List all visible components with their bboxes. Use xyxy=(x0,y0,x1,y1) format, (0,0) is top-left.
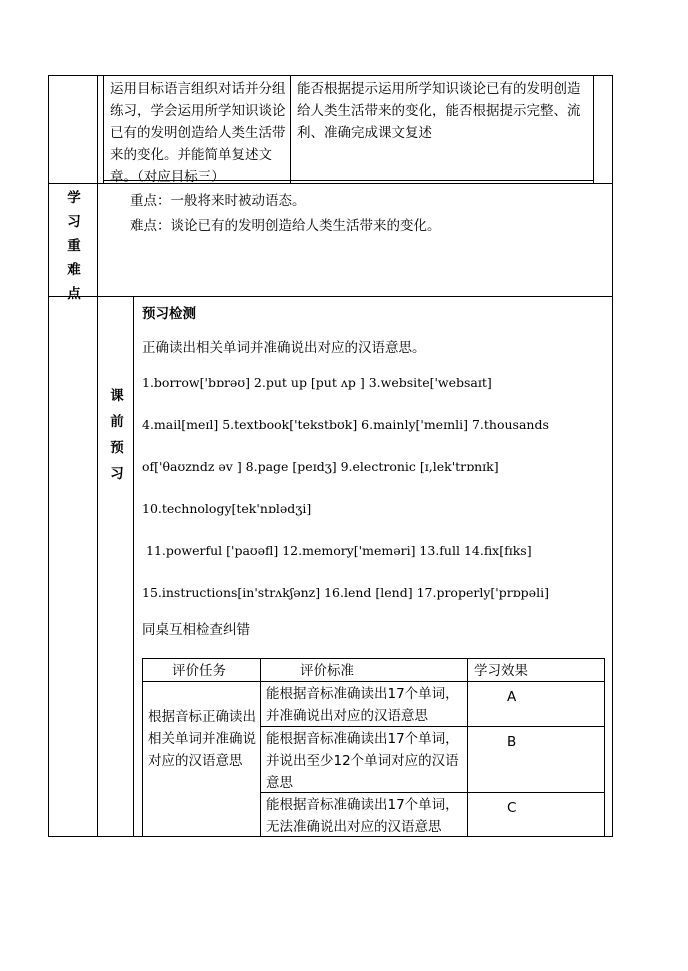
label-char: 习 xyxy=(67,214,81,230)
label-column-divider xyxy=(97,75,98,837)
key-points-label xyxy=(62,186,86,306)
difficulty-text: 难点：谈论已有的发明创造给人类生活带来的变化。 xyxy=(130,218,441,234)
preview-inner-left xyxy=(133,296,134,837)
vocab-line: 4.mail[meɪl] 5.textbook['tekstbʊk] 6.mainly['meɪnli] 7.thousands xyxy=(142,417,549,432)
objective-task-text: 运用目标语言组织对话并分组练习，学会运用所学知识谈论已有的发明创造给人类生活带来的变化。并能简单复述文章。（对应目标三） xyxy=(110,81,286,185)
objective-standard-text: 能否根据提示运用所学知识谈论已有的发明创造给人类生活带来的变化，能否根据提示完整、流利、准确完成课文复述 xyxy=(297,81,581,141)
preview-label xyxy=(105,383,129,487)
eval-col-divider xyxy=(260,658,261,836)
vocab-line: 10.technology[tek'nɒlədʒi] xyxy=(142,501,312,516)
row1-inner-left xyxy=(103,75,104,183)
vocab-line: 15.instructions[in'strʌkʃənz] 16.lend [lend] 17.properly['prɒpəli] xyxy=(142,585,549,600)
eval-header-effect: 学习效果 xyxy=(474,663,528,679)
table-left-border xyxy=(48,75,49,837)
eval-table-top xyxy=(142,658,605,659)
vocab-line: of['θaʊzndz əv ] 8.page [peɪdʒ] 9.electronic [ɪ,lek'trɒnɪk] xyxy=(142,459,499,474)
eval-table-left xyxy=(142,658,143,836)
eval-grade-c: C xyxy=(507,800,517,816)
eval-standard-b: 能根据音标准确读出17个单词，并说出至少12个单词对应的汉语意思 xyxy=(266,731,459,791)
label-char: 学 xyxy=(67,190,81,206)
row1-mid-divider xyxy=(290,75,291,183)
table-top-border xyxy=(48,75,613,76)
row1-inner-right xyxy=(593,75,594,183)
eval-standard-a: 能根据音标准确读出17个单词，并准确说出对应的汉语意思 xyxy=(266,686,459,724)
table-right-border xyxy=(612,75,613,837)
eval-header-task: 评价任务 xyxy=(172,663,226,679)
preview-title: 预习检测 xyxy=(142,306,196,322)
eval-task-text: 根据音标正确读出相关单词并准确说对应的汉语意思 xyxy=(148,709,256,769)
eval-table-right xyxy=(604,658,605,836)
vocab-line: 11.powerful ['paʊəfl] 12.memory['meməri] 13.full 14.fix[fɪks] xyxy=(146,543,532,558)
peer-check-text: 同桌互相检查纠错 xyxy=(142,622,250,638)
eval-header-standard: 评价标准 xyxy=(300,663,354,679)
label-char: 前 xyxy=(110,414,124,430)
label-char: 课 xyxy=(110,388,124,404)
label-char: 点 xyxy=(67,286,81,302)
eval-grade-a: A xyxy=(507,689,517,705)
label-char: 难 xyxy=(67,262,81,278)
focus-text: 重点：一般将来时被动语态。 xyxy=(130,193,306,209)
label-char: 重 xyxy=(67,238,81,254)
preview-instruction: 正确读出相关单词并准确说出对应的汉语意思。 xyxy=(142,340,426,356)
eval-grade-b: B xyxy=(507,734,517,750)
eval-col-divider xyxy=(467,658,468,836)
label-char: 预 xyxy=(110,440,124,456)
eval-standard-c: 能根据音标准确读出17个单词，无法准确说出对应的汉语意思 xyxy=(266,797,459,835)
label-char: 习 xyxy=(110,466,124,482)
vocab-line: 1.borrow['bɒrəʊ] 2.put up [put ʌp ] 3.website['websaɪt] xyxy=(142,375,492,390)
